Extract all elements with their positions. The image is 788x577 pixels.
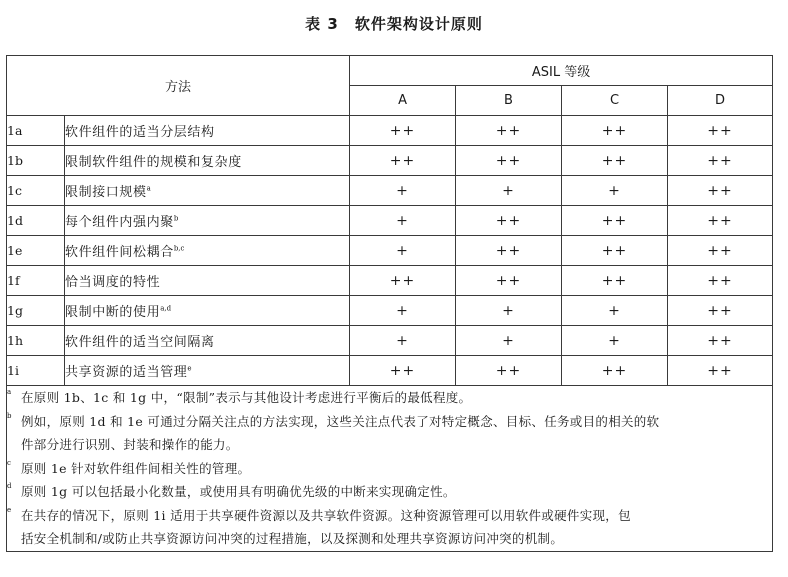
footnote-text-continued: 括安全机制和/或防止共享资源访问冲突的过程措施，以及探测和处理共享资源访问冲突的机制。 — [21, 531, 564, 546]
asil-recommendation: ++ — [456, 116, 562, 146]
asil-level-d: D — [668, 86, 773, 116]
table-row — [7, 236, 773, 266]
row-id: 1c — [7, 176, 65, 206]
asil-recommendation: ++ — [668, 236, 773, 266]
asil-recommendation: + — [350, 176, 456, 206]
table-row — [7, 116, 773, 146]
row-method — [65, 326, 350, 356]
footnote — [7, 386, 772, 410]
footnote-mark: a — [7, 388, 12, 396]
asil-recommendation: ++ — [668, 116, 773, 146]
asil-recommendation: ++ — [562, 266, 668, 296]
footnote-ref: a,d — [160, 304, 172, 313]
row-method — [65, 236, 350, 266]
asil-recommendation: ++ — [668, 206, 773, 236]
asil-recommendation: ++ — [456, 356, 562, 386]
asil-recommendation: ++ — [562, 356, 668, 386]
method-header: 方法 — [7, 56, 350, 116]
row-id: 1b — [7, 146, 65, 176]
row-id: 1d — [7, 206, 65, 236]
method-text: 恰当调度的特性 — [65, 275, 161, 290]
principles-table — [6, 55, 773, 552]
table-row — [7, 176, 773, 206]
method-text: 软件组件的适当空间隔离 — [65, 335, 215, 350]
asil-header: ASIL 等级 — [350, 56, 773, 86]
row-method — [65, 176, 350, 206]
method-text: 限制接口规模 — [65, 185, 147, 200]
footnote-mark: e — [7, 505, 12, 514]
asil-recommendation: ++ — [456, 266, 562, 296]
asil-level-c: C — [562, 86, 668, 116]
asil-recommendation: ++ — [350, 266, 456, 296]
asil-recommendation: ++ — [668, 146, 773, 176]
footnote-text: 例如，原则 1d 和 1e 可通过分隔关注点的方法实现，这些关注点代表了对特定概念、目标、任务或目的相关的软 — [21, 413, 660, 429]
asil-recommendation: + — [456, 326, 562, 356]
row-id: 1f — [7, 266, 65, 296]
footnote — [7, 480, 772, 504]
table-number: 表 3 — [305, 15, 339, 33]
asil-recommendation: ++ — [668, 266, 773, 296]
table-row — [7, 326, 773, 356]
table-row — [7, 296, 773, 326]
footnote — [7, 504, 772, 551]
footnote-ref: b — [173, 214, 179, 223]
row-id: 1i — [7, 356, 65, 386]
asil-recommendation: + — [350, 206, 456, 236]
row-id: 1h — [7, 326, 65, 356]
footnote-mark: c — [7, 458, 12, 467]
footnote — [7, 457, 772, 481]
asil-recommendation: ++ — [668, 356, 773, 386]
row-method — [65, 146, 350, 176]
asil-level-b: B — [456, 86, 562, 116]
footnote-ref: e — [187, 364, 192, 373]
asil-recommendation: + — [562, 296, 668, 326]
table-row — [7, 206, 773, 236]
asil-recommendation: ++ — [456, 236, 562, 266]
method-text: 限制中断的使用 — [65, 305, 161, 320]
row-method — [65, 206, 350, 236]
row-id: 1g — [7, 296, 65, 326]
asil-recommendation: ++ — [350, 356, 456, 386]
footnote-text: 原则 1e 针对软件组件间相关性的管理。 — [21, 460, 251, 476]
method-text: 软件组件间松耦合 — [65, 245, 174, 260]
footnote-text: 在共存的情况下，原则 1i 适用于共享硬件资源以及共享软件资源。这种资源管理可以用软件或硬件实现，包 — [21, 507, 631, 523]
footnote-ref: a — [146, 184, 151, 193]
asil-recommendation: + — [456, 176, 562, 206]
footnote-ref: b,c — [173, 244, 185, 253]
asil-recommendation: ++ — [562, 116, 668, 146]
method-text: 每个组件内强内聚 — [65, 215, 174, 230]
asil-recommendation: ++ — [562, 206, 668, 236]
asil-recommendation: ++ — [350, 146, 456, 176]
asil-recommendation: + — [562, 176, 668, 206]
asil-recommendation: + — [350, 236, 456, 266]
asil-recommendation: ++ — [562, 236, 668, 266]
asil-recommendation: ++ — [456, 206, 562, 236]
row-id: 1e — [7, 236, 65, 266]
row-method — [65, 356, 350, 386]
table-row — [7, 266, 773, 296]
asil-recommendation: + — [562, 326, 668, 356]
table-row — [7, 146, 773, 176]
footnote-text: 原则 1g 可以包括最小化数量，或使用具有明确优先级的中断来实现确定性。 — [21, 484, 456, 499]
footnote-mark: b — [7, 411, 12, 420]
asil-recommendation: + — [456, 296, 562, 326]
asil-recommendation: ++ — [562, 146, 668, 176]
table-footnotes — [7, 386, 773, 552]
table-title — [0, 13, 788, 34]
table-row — [7, 356, 773, 386]
row-method — [65, 296, 350, 326]
footnote-text-continued: 件部分进行识别、封装和操作的能力。 — [21, 437, 239, 452]
asil-recommendation: + — [350, 326, 456, 356]
asil-level-a: A — [350, 86, 456, 116]
table-caption: 软件架构设计原则 — [354, 15, 483, 33]
method-text: 软件组件的适当分层结构 — [65, 125, 215, 140]
row-method — [65, 266, 350, 296]
asil-recommendation: ++ — [668, 326, 773, 356]
row-method — [65, 116, 350, 146]
asil-recommendation: ++ — [668, 296, 773, 326]
row-id: 1a — [7, 116, 65, 146]
footnote — [7, 410, 772, 457]
footnote-text: 在原则 1b、1c 和 1g 中，“限制”表示与其他设计考虑进行平衡后的最低程度。 — [21, 390, 472, 405]
asil-recommendation: ++ — [668, 176, 773, 206]
asil-recommendation: + — [350, 296, 456, 326]
asil-recommendation: ++ — [456, 146, 562, 176]
method-text: 限制软件组件的规模和复杂度 — [65, 155, 242, 170]
footnote-mark: d — [7, 482, 12, 490]
method-text: 共享资源的适当管理 — [65, 365, 188, 380]
asil-recommendation: ++ — [350, 116, 456, 146]
